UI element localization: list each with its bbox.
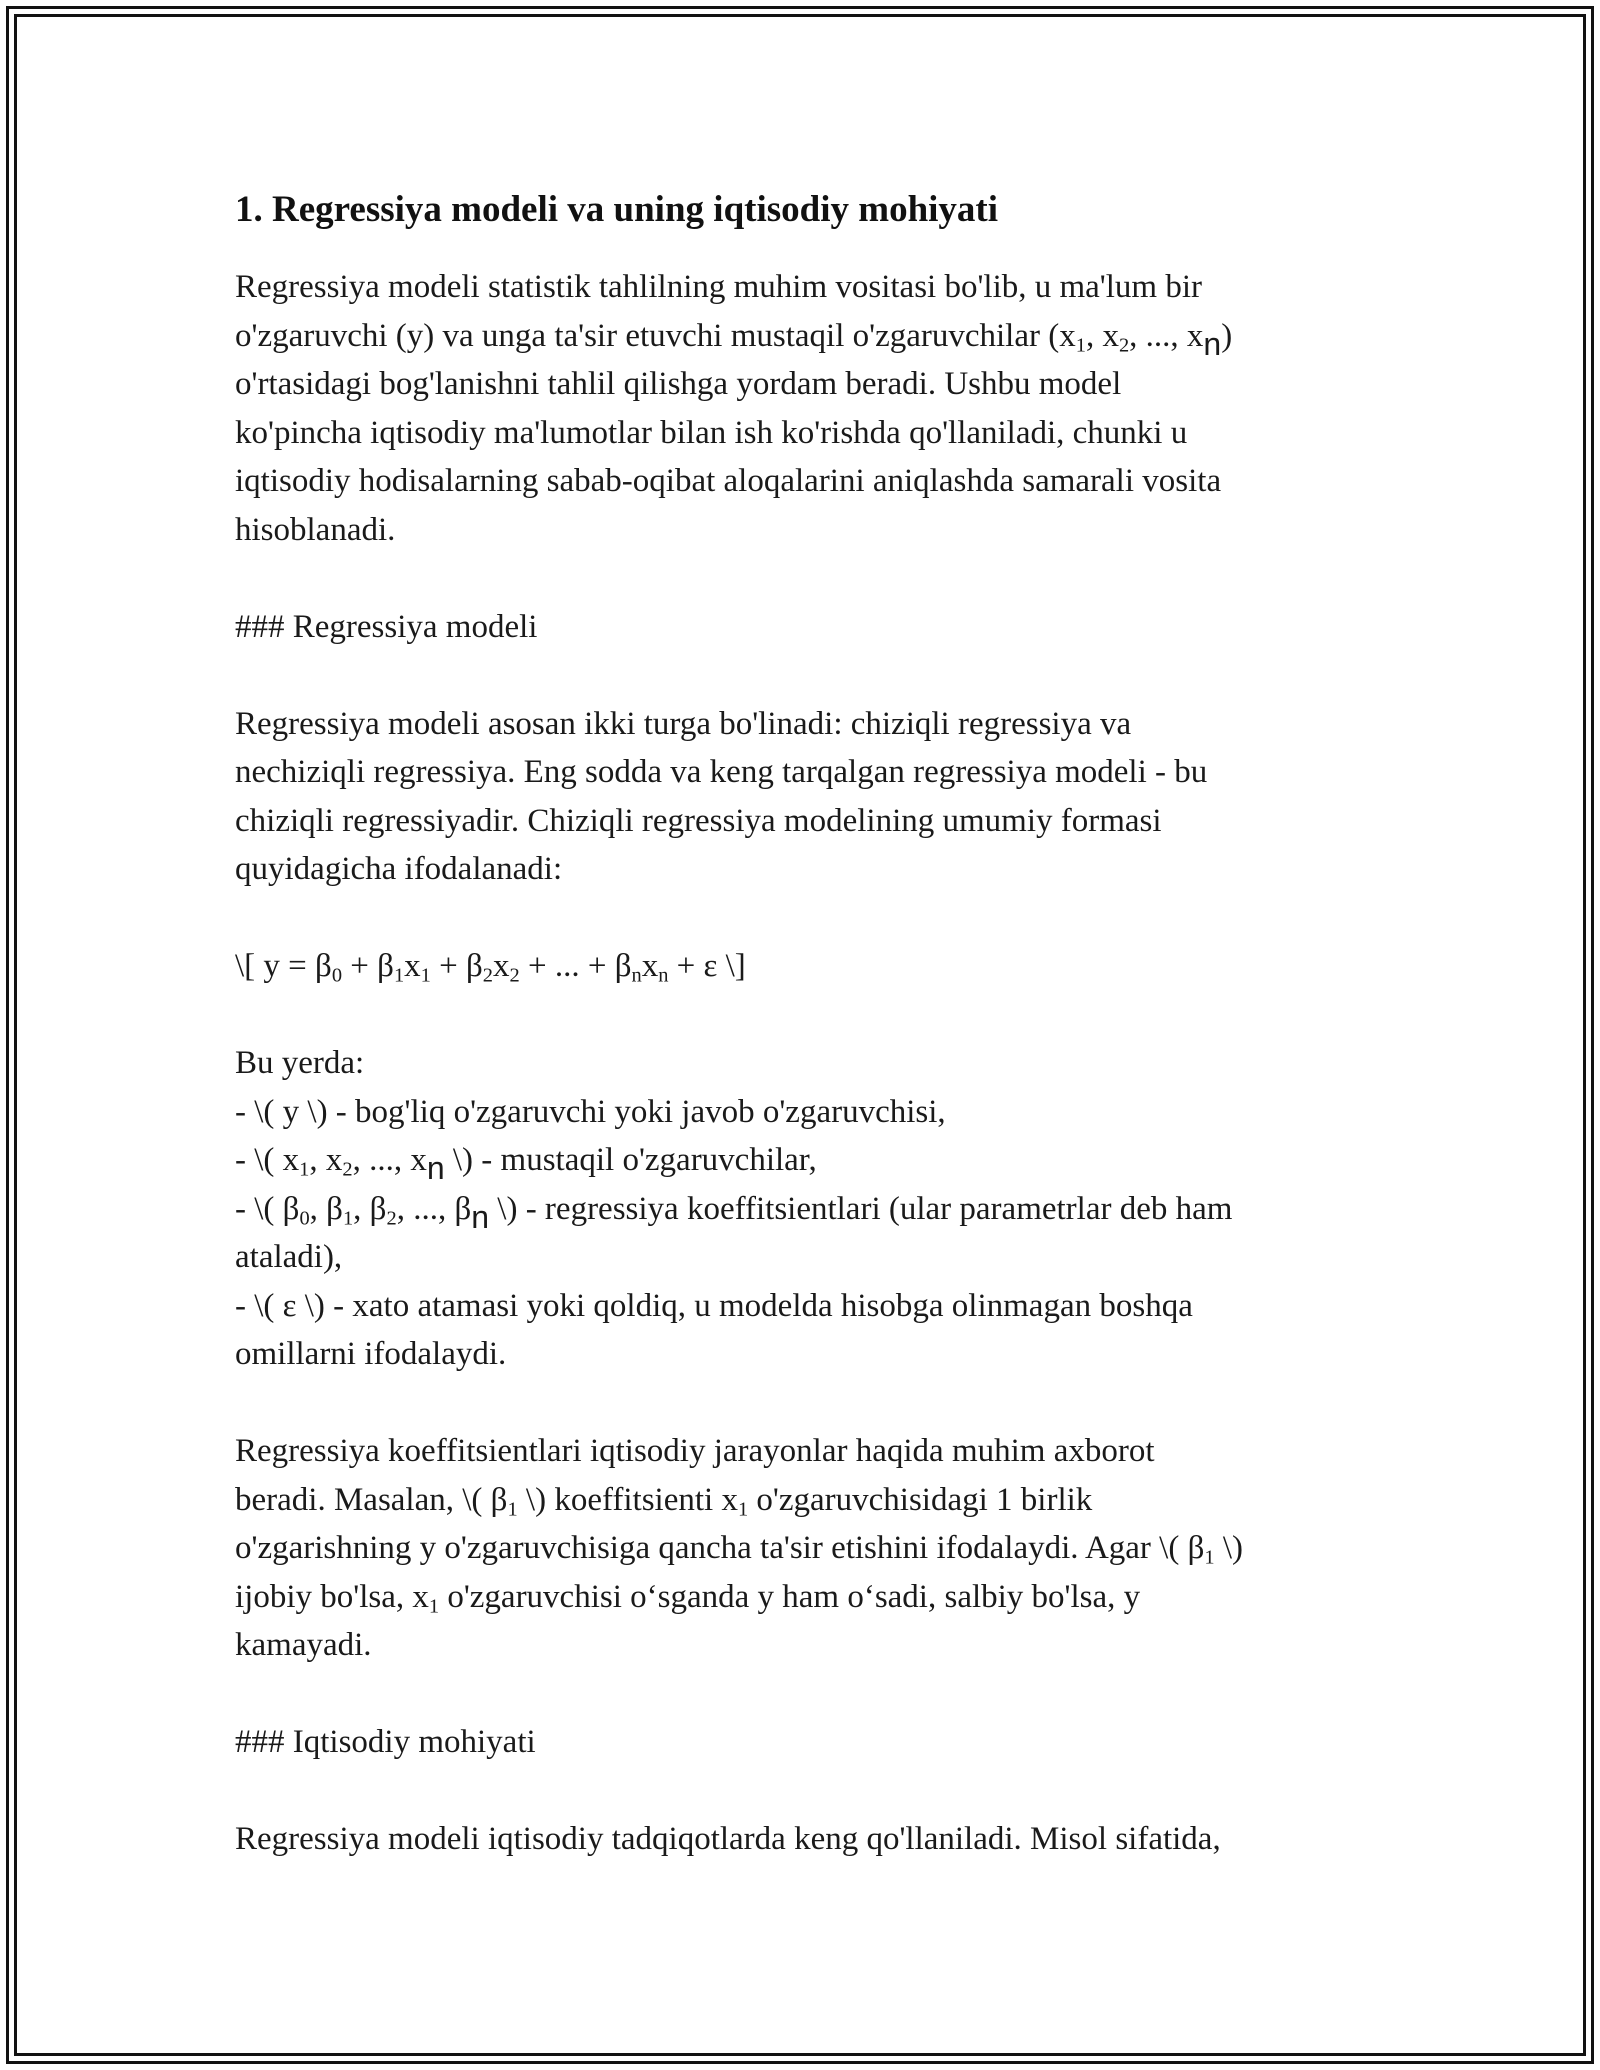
model-line-4: quyidagicha ifodalanadi: [235, 851, 563, 887]
intro-line-3: o'rtasidagi bog'lanishni tahlil qilishga yordam beradi. Ushbu model [235, 366, 1122, 402]
coef-line-4: ijobiy bo'lsa, $x_1$ o'zgaruvchisi o‘sganda y ham o‘sadi, salbiy bo'lsa, y [235, 1578, 1141, 1618]
definition-x: - \( $x_1$, $x_2$, ..., $x_n$ \) - mustaqil o'zgaruvchilar, [235, 1142, 817, 1186]
regression-formula: \[ $y = \beta_0 + \beta_1x_1 + \beta_2x_2$ + ... + $\beta_nx_n + \varepsilon$ \] [235, 948, 746, 987]
section-title: 1. Regressiya modeli va uning iqtisodiy mohiyati [235, 189, 999, 230]
coef-line-1: Regressiya koeffitsientlari iqtisodiy jarayonlar haqida muhim axborot [235, 1433, 1155, 1469]
intro-line-5: iqtisodiy hodisalarning sabab-oqibat aloqalarini aniqlashda samarali vosita [235, 463, 1222, 499]
definition-beta: - \( $\beta_0$, $\beta_1$, $\beta_2$, ..., $\beta_n$ \) - regressiya koeffitsientlari (ular parametrlar deb ham [235, 1190, 1233, 1235]
coef-line-3: o'zgarishning y o'zgaruvchisiga qancha ta'sir etishini ifodalaydi. Agar \( $\beta_1$ \) [235, 1530, 1243, 1569]
intro-paragraph [235, 263, 1365, 554]
econ-paragraph [235, 1815, 1365, 1864]
coef-line-5: kamayadi. [235, 1627, 372, 1663]
heading-regressiya-modeli: ### Regressiya modeli [235, 608, 538, 645]
definition-y: - \( y \) - bog'liq o'zgaruvchi yoki javob o'zgaruvchisi, [235, 1093, 946, 1130]
document-body [235, 185, 1365, 1864]
definitions-label: Bu yerda: [235, 1045, 365, 1081]
intro-line-2: o'zgaruvchi (y) va unga ta'sir etuvchi mustaqil o'zgaruvchilar ($x_1$, $x_2$, ..., $x_n$) [235, 317, 1233, 362]
coef-line-2: beradi. Masalan, \( $\beta_1$ \) koeffitsienti $x_1$ o'zgaruvchisidagi 1 birlik [235, 1481, 1093, 1521]
intro-line-4: ko'pincha iqtisodiy ma'lumotlar bilan ish ko'rishda qo'llaniladi, chunki u [235, 414, 1188, 451]
model-line-2: nechiziqli regressiya. Eng sodda va keng tarqalgan regressiya modeli - bu [235, 754, 1208, 790]
definition-epsilon: - \( ε \) - xato atamasi yoki qoldiq, u modelda hisobga olinmagan boshqa [235, 1287, 1193, 1324]
intro-line-1: Regressiya modeli statistik tahlilning muhim vositasi bo'lib, u ma'lum bir [235, 269, 1202, 305]
definitions-list [235, 1039, 1365, 1379]
model-line-1: Regressiya modeli asosan ikki turga bo'linadi: chiziqli regressiya va [235, 705, 1132, 742]
definition-epsilon-cont: omillarni ifodalaydi. [235, 1336, 507, 1372]
econ-line-1: Regressiya modeli iqtisodiy tadqiqotlarda keng qo'llaniladi. Misol sifatida, [235, 1821, 1221, 1857]
coefficients-paragraph [235, 1427, 1365, 1670]
intro-line-6: hisoblanadi. [235, 511, 396, 548]
heading-iqtisodiy-mohiyati: ### Iqtisodiy mohiyati [235, 1724, 536, 1760]
definition-beta-cont: ataladi), [235, 1239, 343, 1275]
model-line-3: chiziqli regressiyadir. Chiziqli regressiya modelining umumiy formasi [235, 802, 1162, 839]
model-paragraph [235, 700, 1365, 894]
